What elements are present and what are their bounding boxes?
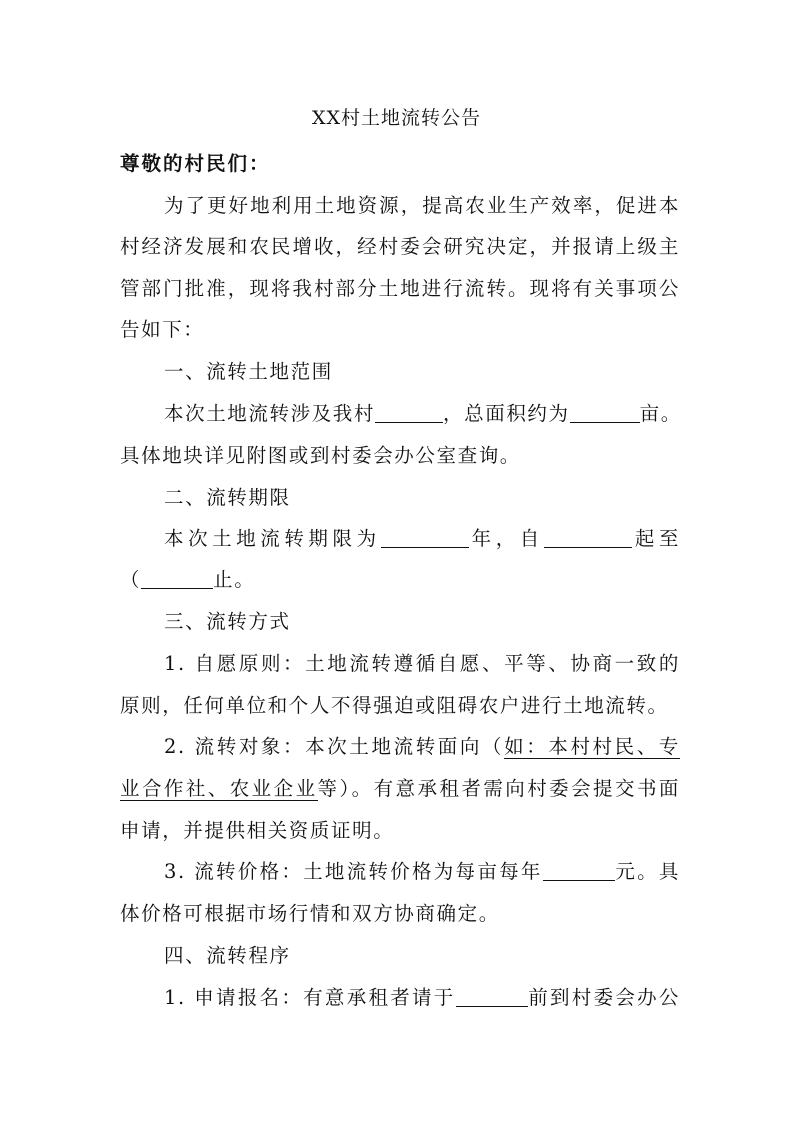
section-3-item-2-line-3: 申请，并提供相关资质证明。	[120, 819, 395, 842]
section-3-item-1-line-2: 原则，任何单位和个人不得强迫或阻碍农户进行土地流转。	[120, 694, 669, 717]
area-blank[interactable]	[570, 402, 640, 423]
section-1-line-2: 具体地块详见附图或到村委会办公室查询。	[120, 444, 521, 467]
example-underline-2: 业合作社、农业企业	[120, 777, 318, 800]
section-2-line-1: 本次土地流转期限为 年，自 起至	[164, 527, 680, 550]
intro-line-1: 为了更好地利用土地资源，提高农业生产效率，促进本	[164, 194, 680, 217]
section-4-heading: 四、流转程序	[164, 944, 291, 967]
village-blank[interactable]	[375, 402, 443, 423]
section-1-heading: 一、流转土地范围	[164, 360, 333, 383]
section-1-line-1: 本次土地流转涉及我村 ，总面积约为 亩。	[164, 402, 682, 425]
section-2-line-2: （ 止。	[120, 568, 256, 591]
intro-line-4: 告如下：	[120, 318, 205, 341]
section-3-item-3-line-2: 体价格可根据市场行情和双方协商确定。	[120, 902, 500, 925]
greeting: 尊敬的村民们：	[120, 152, 271, 175]
end-date-blank[interactable]	[141, 568, 213, 589]
section-4-item-1-line-1: 1. 申请报名：有意承租者请于 前到村委会办公	[164, 986, 680, 1009]
price-blank[interactable]	[543, 860, 615, 881]
section-3-item-3-line-1: 3. 流转价格：土地流转价格为每亩每年 元。具	[164, 860, 680, 883]
section-3-item-2-line-2: 业合作社、农业企业等）。有意承租者需向村委会提交书面	[120, 777, 680, 800]
section-3-item-2-line-1: 2. 流转对象：本次土地流转面向（如：本村村民、专	[164, 735, 680, 758]
deadline-blank[interactable]	[456, 986, 528, 1007]
term-years-blank[interactable]	[381, 527, 469, 548]
section-2-heading: 二、流转期限	[164, 486, 291, 509]
example-underline-1: 如：本村村民、专	[504, 735, 680, 758]
start-date-blank[interactable]	[544, 527, 632, 548]
section-3-heading: 三、流转方式	[164, 610, 291, 633]
page-title: XX村土地流转公告	[311, 107, 482, 129]
intro-line-3: 管部门批准，现将我村部分土地进行流转。现将有关事项公	[120, 277, 680, 300]
intro-line-2: 村经济发展和农民增收，经村委会研究决定，并报请上级主	[120, 235, 680, 258]
section-3-item-1-line-1: 1. 自愿原则：土地流转遵循自愿、平等、协商一致的	[164, 652, 680, 675]
